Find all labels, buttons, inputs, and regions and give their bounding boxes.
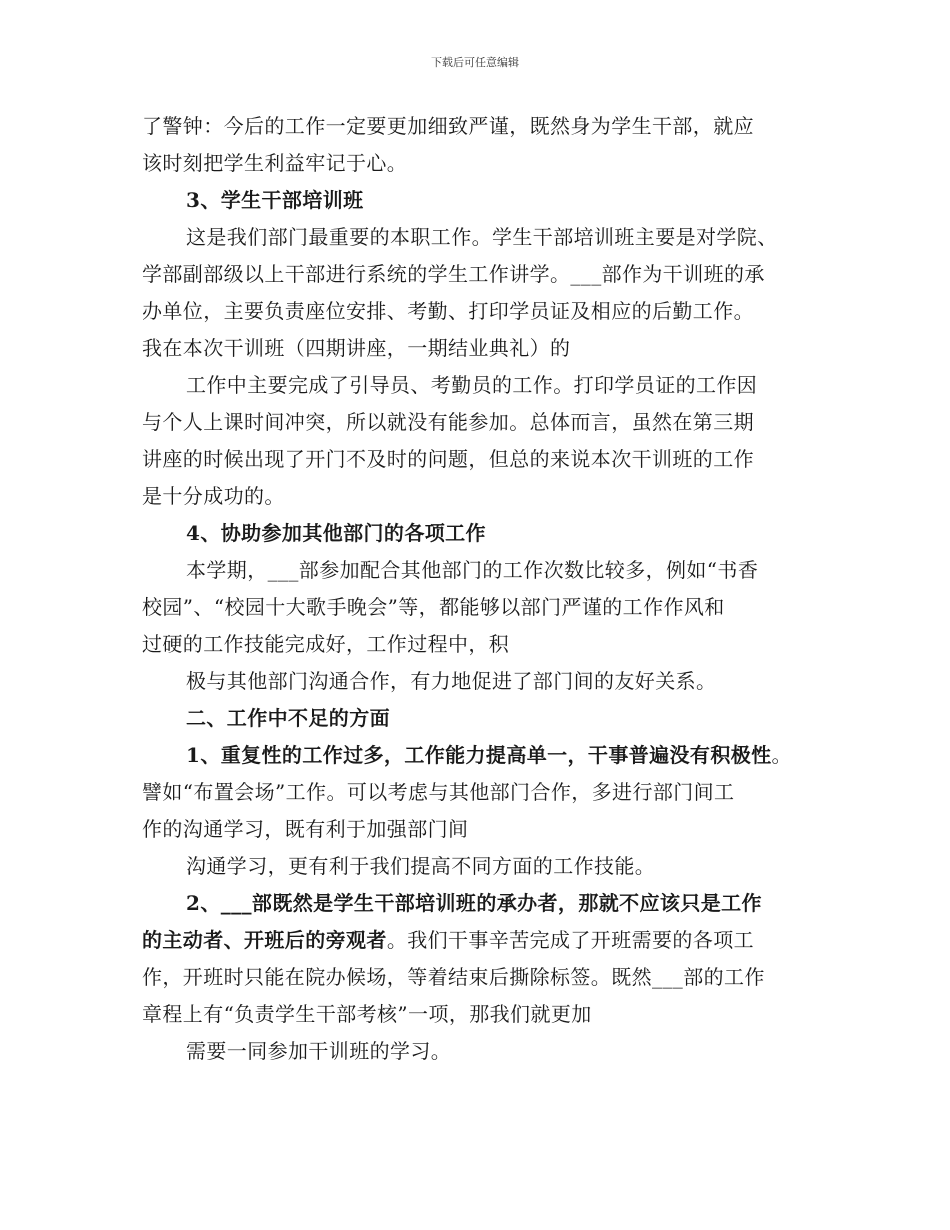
paragraph-line: 过硬的工作技能完成好，工作过程中，积 <box>142 632 510 656</box>
paragraph-line <box>142 885 822 922</box>
paragraph-line: 学部副部级以上干部进行系统的学生工作讲学。___部作为干训班的承 <box>142 262 765 286</box>
paragraph-line: 办单位，主要负责座位安排、考勤、打印学员证及相应的后勤工作。 <box>142 299 754 323</box>
document-body <box>142 108 822 1070</box>
paragraph-line: 这是我们部门最重要的本职工作。学生干部培训班主要是对学院、 <box>186 225 778 249</box>
page-header-note: 下载后可任意编辑 <box>431 56 519 69</box>
paragraph-line: 该时刻把学生利益牢记于心。 <box>142 151 408 175</box>
paragraph-line: 校园”、“校园十大歌手晚会”等，都能够以部门严谨的工作作风和 <box>142 595 725 619</box>
line-tail: 。我们干事辛苦完成了开班需要的各项工 <box>386 928 755 952</box>
bold-lead: 1、重复性的工作过多，工作能力提高单一，干事普遍没有积极性 <box>186 743 772 767</box>
section-heading: 二、工作中不足的方面 <box>186 706 390 730</box>
paragraph-line: 作的沟通学习，既有利于加强部门间 <box>142 817 469 841</box>
paragraph-line: 了警钟：今后的工作一定要更加细致严谨，既然身为学生干部，就应 <box>142 114 754 138</box>
paragraph-line <box>142 922 822 959</box>
paragraph-line: 工作中主要完成了引导员、考勤员的工作。打印学员证的工作因 <box>186 373 758 397</box>
paragraph-line: 章程上有“负责学生干部考核”一项，那我们就更加 <box>142 1002 592 1026</box>
paragraph-line: 作，开班时只能在院办候场，等着结束后撕除标签。既然___部的工作 <box>142 965 765 989</box>
paragraph-line: 与个人上课时间冲突，所以就没有能参加。总体而言，虽然在第三期 <box>142 410 754 434</box>
paragraph-line: 本学期，___部参加配合其他部门的工作次数比较多，例如“书香 <box>186 558 759 582</box>
paragraph-line: 讲座的时候出现了开门不及时的问题，但总的来说本次干训班的工作 <box>142 447 754 471</box>
section-heading: 3、学生干部培训班 <box>186 188 364 212</box>
paragraph-line <box>142 737 822 774</box>
paragraph-line: 极与其他部门沟通合作，有力地促进了部门间的友好关系。 <box>186 669 717 693</box>
paragraph-line: 是十分成功的。 <box>142 484 285 508</box>
paragraph-line: 譬如“布置会场”工作。可以考虑与其他部门合作，多进行部门间工 <box>142 780 735 804</box>
bold-lead: 2、___部既然是学生干部培训班的承办者，那就不应该只是工作 <box>186 891 762 915</box>
line-tail: 。 <box>771 743 792 767</box>
paragraph-line: 需要一同参加干训班的学习。 <box>186 1039 452 1063</box>
paragraph-line: 我在本次干训班（四期讲座，一期结业典礼）的 <box>142 336 571 360</box>
section-heading: 4、协助参加其他部门的各项工作 <box>186 521 486 545</box>
paragraph-line: 沟通学习，更有利于我们提高不同方面的工作技能。 <box>186 854 656 878</box>
bold-lead: 的主动者、开班后的旁观者 <box>142 928 387 952</box>
